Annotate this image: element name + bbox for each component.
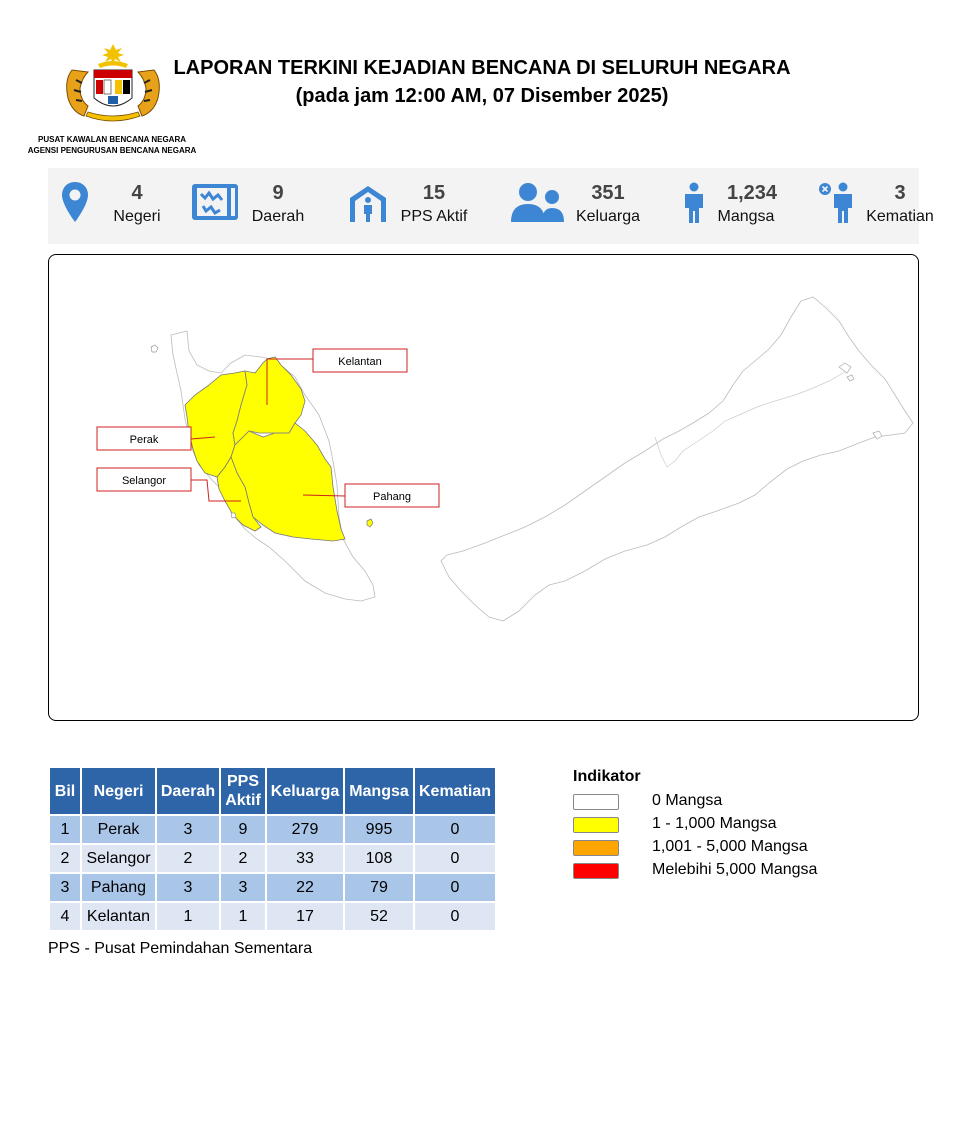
org-line-1: PUSAT KAWALAN BENCANA NEGARA: [38, 135, 186, 144]
death-person-icon: [818, 182, 856, 224]
col-mangsa: Mangsa: [345, 768, 413, 814]
malaysia-map: [48, 254, 919, 721]
cell-mangsa: 79: [345, 874, 413, 901]
cell-mangsa: 995: [345, 816, 413, 843]
cell-negeri: Perak: [82, 816, 155, 843]
stat-mangsa-value: 1,234: [726, 182, 778, 204]
col-bil: Bil: [50, 768, 80, 814]
stat-daerah-label: Daerah: [251, 208, 305, 225]
legend-label: 0 Mangsa: [652, 792, 723, 809]
island-penang-langkawi: [151, 345, 158, 352]
cell-pps: 3: [221, 874, 265, 901]
legend-title: Indikator: [573, 768, 641, 785]
state-summary-table: [48, 766, 497, 932]
cell-bil: 1: [50, 816, 80, 843]
cell-bil: 4: [50, 903, 80, 930]
cell-bil: 3: [50, 874, 80, 901]
stat-pps-value: 15: [422, 182, 446, 204]
cell-daerah: 3: [157, 816, 219, 843]
stat-mangsa-label: Mangsa: [717, 208, 775, 225]
cell-negeri: Pahang: [82, 874, 155, 901]
organization-name: [20, 134, 204, 156]
cell-pps: 9: [221, 816, 265, 843]
label-selangor: Selangor: [121, 475, 167, 487]
family-icon: [510, 182, 566, 224]
table-row: [50, 903, 495, 930]
table-row: [50, 845, 495, 872]
label-kelantan: Kelantan: [338, 356, 382, 368]
cell-mangsa: 52: [345, 903, 413, 930]
legend-swatch-high: [573, 863, 619, 879]
cell-bil: 2: [50, 845, 80, 872]
stat-kematian: [818, 168, 934, 244]
cell-negeri: Kelantan: [82, 903, 155, 930]
cell-daerah: 2: [157, 845, 219, 872]
cell-kematian: 0: [415, 816, 495, 843]
location-pin-icon: [60, 180, 90, 224]
stat-pps-label: PPS Aktif: [400, 208, 468, 225]
col-negeri: Negeri: [82, 768, 155, 814]
cell-negeri: Selangor: [82, 845, 155, 872]
report-subtitle: (pada jam 12:00 AM, 07 Disember 2025): [295, 85, 669, 107]
report-title-block: [172, 54, 792, 110]
cell-pps: 2: [221, 845, 265, 872]
stat-keluarga-label: Keluarga: [575, 208, 641, 225]
map-legend: [573, 768, 818, 884]
legend-label: Melebihi 5,000 Mangsa: [652, 861, 818, 878]
table-row: [50, 874, 495, 901]
cell-kematian: 0: [415, 845, 495, 872]
summary-bar: [48, 168, 934, 244]
cell-keluarga: 22: [267, 874, 343, 901]
label-pahang: Pahang: [373, 491, 411, 503]
cell-pps: 1: [221, 903, 265, 930]
stat-negeri: [60, 168, 180, 244]
stat-kematian-label: Kematian: [866, 208, 934, 225]
legend-item: [573, 792, 723, 815]
legend-item: [573, 861, 818, 884]
shelter-icon: [346, 182, 390, 224]
cell-keluarga: 17: [267, 903, 343, 930]
map-canvas: [49, 255, 918, 720]
cell-daerah: 1: [157, 903, 219, 930]
table-header-row: [50, 768, 495, 814]
cell-kematian: 0: [415, 903, 495, 930]
cell-kematian: 0: [415, 874, 495, 901]
legend-label: 1 - 1,000 Mangsa: [652, 815, 777, 832]
stat-keluarga: [510, 168, 650, 244]
stat-daerah-value: 9: [272, 182, 284, 204]
col-pps-aktif: PPS Aktif: [221, 768, 265, 814]
stat-daerah: [191, 168, 341, 244]
col-keluarga: Keluarga: [267, 768, 343, 814]
stat-kematian-value: 3: [894, 182, 906, 204]
cell-daerah: 3: [157, 874, 219, 901]
col-kematian: Kematian: [415, 768, 495, 814]
cell-mangsa: 108: [345, 845, 413, 872]
legend-item: [573, 815, 777, 838]
legend-swatch-medium: [573, 840, 619, 856]
legend-label: 1,001 - 5,000 Mangsa: [652, 838, 808, 855]
legend-swatch-zero: [573, 794, 619, 810]
table-row: [50, 816, 495, 843]
coat-of-arms-logo: [58, 40, 168, 126]
stat-pps: [346, 168, 476, 244]
col-daerah: Daerah: [157, 768, 219, 814]
org-line-2: AGENSI PENGURUSAN BENCANA NEGARA: [27, 146, 197, 155]
stat-mangsa: [682, 168, 812, 244]
legend-item: [573, 838, 808, 861]
island-tioman: [367, 519, 373, 527]
island-pangkor: [231, 513, 236, 518]
person-icon: [682, 182, 706, 224]
legend-swatch-low: [573, 817, 619, 833]
report-title: LAPORAN TERKINI KEJADIAN BENCANA DI SELURUH NEGARA: [173, 57, 791, 79]
stat-negeri-label: Negeri: [113, 208, 161, 225]
stat-negeri-value: 4: [131, 182, 143, 204]
district-map-icon: [191, 182, 241, 222]
cell-keluarga: 33: [267, 845, 343, 872]
label-perak: Perak: [129, 434, 159, 446]
table-footnote: PPS - Pusat Pemindahan Sementara: [48, 940, 313, 957]
cell-keluarga: 279: [267, 816, 343, 843]
stat-keluarga-value: 351: [591, 182, 625, 204]
